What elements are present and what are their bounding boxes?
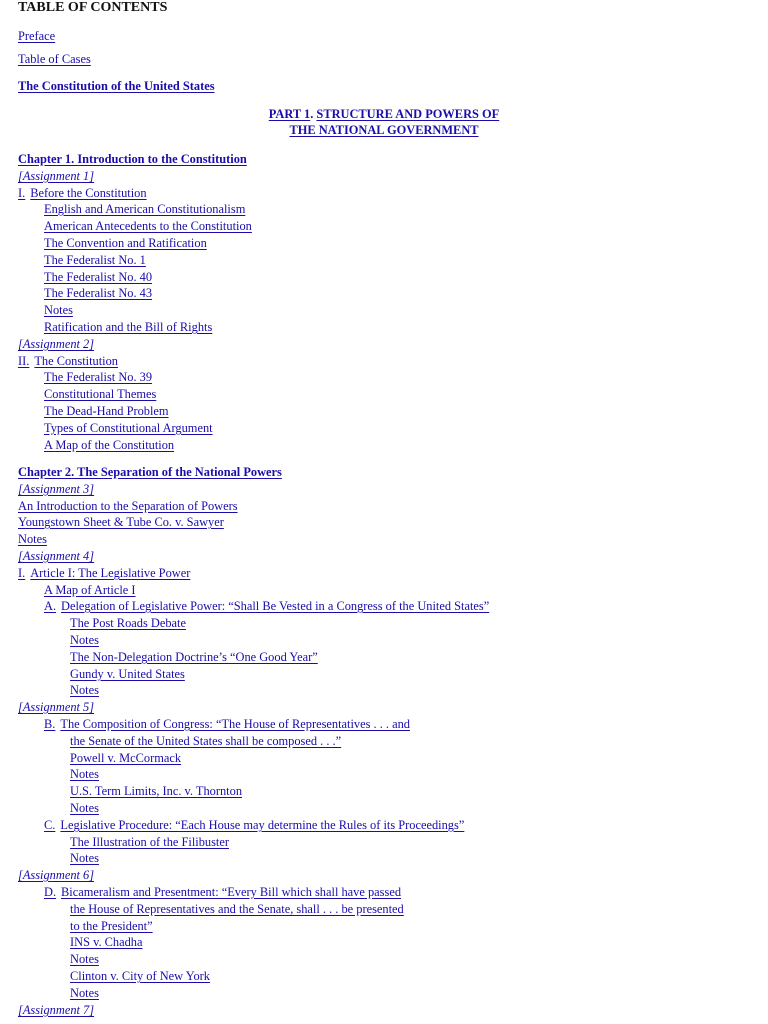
- part1-heading-line1[interactable]: [18, 107, 750, 122]
- toc-link-ch2-section-1[interactable]: I. Article I: The Legislative Power: [18, 566, 191, 580]
- part1-sep: .: [310, 107, 317, 121]
- toc-link-chapter-2[interactable]: Chapter 2. The Separation of the National Powers: [18, 465, 282, 479]
- toc-link-ch1-section-1[interactable]: I. Before the Constitution: [18, 186, 147, 200]
- part1-title-link[interactable]: STRUCTURE AND POWERS OF: [316, 107, 500, 121]
- toc-link-item[interactable]: Constitutional Themes: [44, 387, 157, 401]
- toc-link-item[interactable]: The Federalist No. 43: [44, 286, 153, 300]
- toc-link-item[interactable]: Notes: [70, 952, 99, 966]
- toc-link-preface[interactable]: Preface: [18, 29, 56, 43]
- toc-link-assignment-1[interactable]: [Assignment 1]: [18, 169, 95, 183]
- toc-link-assignment-3[interactable]: [Assignment 3]: [18, 482, 95, 496]
- toc-link-notes[interactable]: Notes: [18, 532, 47, 546]
- toc-link-youngstown[interactable]: Youngstown Sheet & Tube Co. v. Sawyer: [18, 515, 224, 529]
- toc-link-item[interactable]: INS v. Chadha: [70, 935, 143, 949]
- toc-link-item[interactable]: The Illustration of the Filibuster: [70, 835, 229, 849]
- toc-link-item[interactable]: The Federalist No. 1: [44, 253, 146, 267]
- toc-link-item[interactable]: American Antecedents to the Constitution: [44, 219, 252, 233]
- toc-link-subsection-d-cont[interactable]: to the President”: [70, 919, 153, 933]
- toc-link-assignment-5[interactable]: [Assignment 5]: [18, 700, 95, 714]
- toc-link-assignment-4[interactable]: [Assignment 4]: [18, 549, 95, 563]
- toc-link-item[interactable]: Types of Constitutional Argument: [44, 421, 213, 435]
- toc-link-table-of-cases[interactable]: Table of Cases: [18, 52, 91, 66]
- toc-link-item[interactable]: Notes: [70, 633, 99, 647]
- toc-link-item[interactable]: The Convention and Ratification: [44, 236, 207, 250]
- toc-link-item[interactable]: The Post Roads Debate: [70, 616, 186, 630]
- toc-link-ch1-section-2[interactable]: II. The Constitution: [18, 354, 118, 368]
- toc-link-item[interactable]: The Non-Delegation Doctrine’s “One Good Year”: [70, 650, 318, 664]
- toc-link-item[interactable]: Clinton v. City of New York: [70, 969, 210, 983]
- toc-link-assignment-7[interactable]: [Assignment 7]: [18, 1003, 95, 1017]
- toc-link-item[interactable]: Gundy v. United States: [70, 667, 185, 681]
- toc-link-intro-separation[interactable]: An Introduction to the Separation of Powers: [18, 499, 238, 513]
- toc-title: TABLE OF CONTENTS: [18, 0, 168, 15]
- toc-link-assignment-6[interactable]: [Assignment 6]: [18, 868, 95, 882]
- toc-link-assignment-2[interactable]: [Assignment 2]: [18, 337, 95, 351]
- toc-link-item[interactable]: Notes: [70, 986, 99, 1000]
- toc-link-item[interactable]: Notes: [70, 767, 99, 781]
- part1-heading-line2[interactable]: THE NATIONAL GOVERNMENT: [289, 123, 479, 137]
- toc-link-chapter-1[interactable]: Chapter 1. Introduction to the Constitution: [18, 152, 247, 166]
- part1-label-link[interactable]: PART 1: [268, 107, 311, 121]
- toc-link-subsection-d[interactable]: D. Bicameralism and Presentment: “Every Bill which shall have passed: [44, 885, 402, 899]
- toc-link-item[interactable]: U.S. Term Limits, Inc. v. Thornton: [70, 784, 243, 798]
- toc-link-item[interactable]: The Federalist No. 40: [44, 270, 153, 284]
- toc-link-constitution[interactable]: The Constitution of the United States: [18, 79, 215, 93]
- toc-link-subsection-c[interactable]: C. Legislative Procedure: “Each House may determine the Rules of its Proceedings”: [44, 818, 465, 832]
- toc-link-subsection-b-cont[interactable]: the Senate of the United States shall be composed . . .”: [70, 734, 342, 748]
- toc-link-item[interactable]: Notes: [70, 851, 99, 865]
- toc-link-item[interactable]: English and American Constitutionalism: [44, 202, 246, 216]
- toc-link-item[interactable]: Notes: [44, 303, 73, 317]
- toc-link-item[interactable]: Powell v. McCormack: [70, 751, 182, 765]
- toc-link-item[interactable]: Notes: [70, 683, 99, 697]
- toc-link-subsection-a[interactable]: A. Delegation of Legislative Power: “Shall Be Vested in a Congress of the United States”: [44, 599, 490, 613]
- toc-link-item[interactable]: The Federalist No. 39: [44, 370, 153, 384]
- toc-link-subsection-b[interactable]: B. The Composition of Congress: “The House of Representatives . . . and: [44, 717, 410, 731]
- toc-link-subsection-d-cont[interactable]: the House of Representatives and the Senate, shall . . . be presented: [70, 902, 404, 916]
- toc-link-map-article-1[interactable]: A Map of Article I: [44, 583, 136, 597]
- toc-link-item[interactable]: Notes: [70, 801, 99, 815]
- toc-link-item[interactable]: A Map of the Constitution: [44, 438, 175, 452]
- toc-link-item[interactable]: Ratification and the Bill of Rights: [44, 320, 213, 334]
- toc-link-item[interactable]: The Dead-Hand Problem: [44, 404, 169, 418]
